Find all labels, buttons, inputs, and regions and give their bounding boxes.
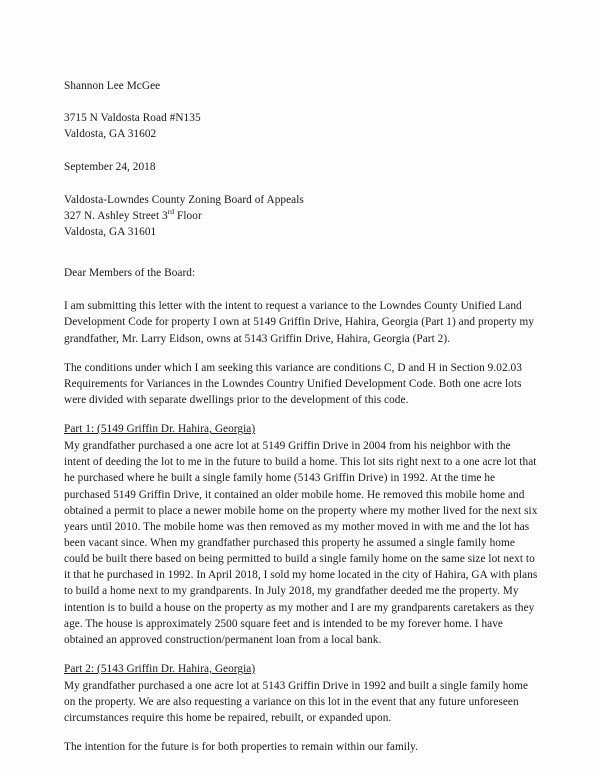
part1-body: My grandfather purchased a one acre lot at 5149 Griffin Drive in 2004 from his neighbor with the intent of deeding the lot to me in the future to build a home. This lot sits right next to a one acre lot that he purchased where he built a single family home (5143 Griffin Drive) in 1992. At the time he purchased 5149 Griffin Drive, it contained an older mobile home. He removed this mobile home and obtained a permit to place a newer mobile home on the property where my mother lived for the next six years until 2010. The mobile home was then removed as my mother moved in with me and the lot has been vacant since. When my grandfather purchased this property he assumed a single family home could be built there based on being permitted to build a single family home on the same size lot next to it that he purchased in 1992. In April 2018, I sold my home located in the city of Hahira, GA with plans to build a home next to my grandparents. In July 2018, my grandfather deeded me the property. My intention is to build a house on the property as my mother and I are my grandparents caretakers as they age. The house is approximately 2500 square feet and is intended to be my forever home. I have obtained an approved construction/permanent loan from a local bank. [64,440,538,646]
recipient-line-3: Valdosta, GA 31601 [64,226,157,239]
sender-address-line-1: 3715 N Valdosta Road #N135 [64,112,201,125]
recipient-line-2 [64,208,538,224]
recipient-line-2-pre: 327 N. Ashley Street 3 [64,210,168,223]
recipient-line-2-ordinal: rd [167,207,175,217]
recipient-line-1: Valdosta-Lowndes County Zoning Board of Appeals [64,194,304,207]
salutation: Dear Members of the Board: [64,267,196,280]
part1-heading: Part 1: (5149 Griffin Dr. Hahira, Georgia) [64,423,256,436]
paragraph-intro: I am submitting this letter with the intent to request a variance to the Lowndes County Unified Land Development Code for property I own at 5149 Griffin Drive, Hahira, Georgia (Part 1) and property my grandfather, Mr. Larry Eidson, owns at 5143 Griffin Drive, Hahira, Georgia (Part 2). [64,300,535,345]
recipient-line-2-post: Floor [174,210,202,223]
sender-name: Shannon Lee McGee [64,80,161,92]
sender-address [64,110,538,142]
paragraph-conditions: The conditions under which I am seeking this variance are conditions C, D and H in Section 9.02.03 Requirements for Variances in the Lowndes Country Unified Development Code. Both one acre lots were divided with separate dwellings prior to the development of this code. [64,361,522,406]
letter-date: September 24, 2018 [64,161,156,174]
closing-statement: The intention for the future is for both properties to remain within our family. [64,741,419,754]
recipient-address [64,192,538,240]
part2-body: My grandfather purchased a one acre lot at 5143 Griffin Drive in 1992 and built a single family home on the property. We are also requesting a variance on this lot in the event that any future unforeseen circumstances require this home be repaired, rebuilt, or expanded upon. [64,679,529,725]
sender-address-line-2: Valdosta, GA 31602 [64,128,157,141]
part2-heading: Part 2: (5143 Griffin Dr. Hahira, Georgia) [64,662,256,675]
